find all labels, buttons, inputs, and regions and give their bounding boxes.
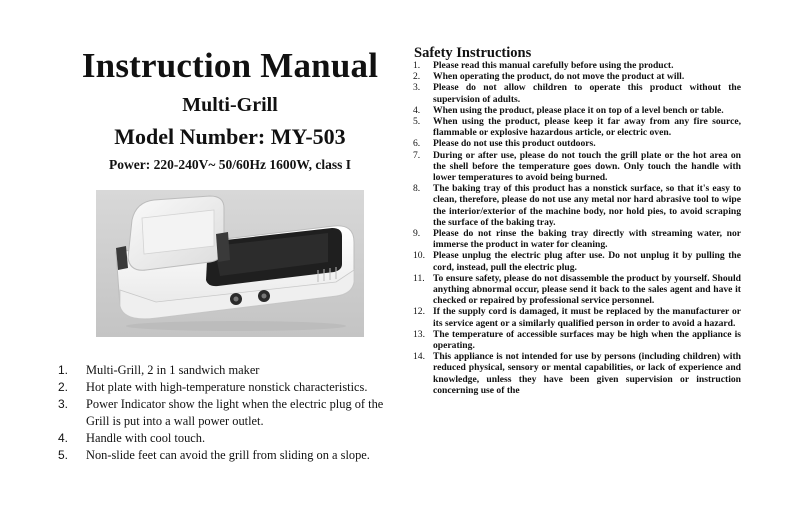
feature-text: Power Indicator show the light when the electric plug of the Grill is put into a wall power outlet.: [86, 397, 384, 428]
safety-text: To ensure safety, please do not disassemble the product by yourself. Should anything abnormal occur, please send it back to the sales agent and have it checked or repaired by professional service personnel.: [433, 272, 741, 307]
feature-number: 2.: [58, 380, 69, 394]
model-number: Model Number: MY-503: [114, 124, 346, 149]
safety-heading: Safety Instructions: [414, 45, 532, 61]
safety-item: [413, 250, 741, 272]
feature-text: Non-slide feet can avoid the grill from sliding on a slope.: [86, 448, 370, 462]
safety-text: Please read this manual carefully before using the product.: [433, 60, 674, 71]
feature-number: 1.: [58, 363, 69, 377]
feature-item: [58, 430, 404, 447]
grill-photo: [96, 190, 364, 337]
safety-item: [413, 273, 741, 307]
safety-text: When operating the product, do not move the product at will.: [433, 71, 685, 83]
feature-number: 4.: [58, 431, 69, 445]
safety-number: 4.: [413, 104, 421, 116]
safety-text: Please do not rinse the baking tray directly with streaming water, nor immerse the product in water for cleaning.: [433, 228, 741, 251]
feature-text: Multi-Grill, 2 in 1 sandwich maker: [86, 363, 260, 377]
feature-item: [58, 396, 404, 430]
safety-number: 6.: [413, 138, 421, 150]
safety-number: 7.: [413, 149, 421, 161]
safety-number: 13.: [413, 328, 425, 340]
product-subtitle: Multi-Grill: [182, 94, 278, 116]
safety-text: The baking tray of this product has a nonstick surface, so that it's easy to clean, therefore, please do not use any metal nor hard abrasive tool to wipe the interior/exterior of the machine body, nor hold pies, to avoid scraping the surface of the baking tray.: [433, 183, 741, 228]
safety-item: [413, 351, 741, 396]
safety-number: 3.: [413, 82, 421, 94]
safety-item: [413, 105, 741, 116]
feature-item: [58, 379, 404, 396]
safety-item: [413, 306, 741, 328]
right-page: [413, 0, 803, 527]
safety-number: 1.: [413, 60, 421, 71]
safety-text: If the supply cord is damaged, it must be replaced by the manufacturer or its service agent or a similarly qualified person in order to avoid a hazard.: [433, 306, 741, 329]
feature-item: [58, 362, 404, 379]
safety-number: 5.: [413, 116, 421, 128]
safety-number: 10.: [413, 250, 425, 262]
feature-text: Handle with cool touch.: [86, 431, 206, 445]
feature-item: [58, 447, 404, 464]
safety-text: The temperature of accessible surfaces may be high when the appliance is operating.: [433, 328, 741, 352]
safety-item: [413, 116, 741, 138]
safety-text: When using the product, please place it on top of a level bench or table.: [433, 104, 724, 116]
safety-number: 2.: [413, 71, 421, 83]
feature-text: Hot plate with high-temperature nonstick characteristics.: [86, 380, 368, 394]
safety-number: 11.: [413, 272, 425, 284]
safety-item: [413, 71, 741, 82]
feature-list: [58, 362, 404, 464]
safety-item: [413, 150, 741, 184]
safety-number: 8.: [413, 183, 421, 195]
power-spec: Power: 220-240V~ 50/60Hz 1600W, class I: [109, 157, 351, 172]
safety-item: [413, 82, 741, 104]
safety-number: 9.: [413, 228, 421, 240]
safety-text: Please unplug the electric plug after use. Do not unplug it by pulling the cord, instead, pull the electric plug.: [433, 250, 741, 273]
safety-text: Please do not use this product outdoors.: [433, 138, 596, 150]
safety-list: [413, 60, 741, 396]
safety-item: [413, 183, 741, 228]
safety-item: [413, 138, 741, 149]
manual-title: Instruction Manual: [81, 46, 379, 85]
safety-text: When using the product, please keep it far away from any fire source, flammable or explosive hazardous article, or electric oven.: [433, 116, 741, 139]
safety-number: 14.: [413, 351, 425, 363]
feature-number: 5.: [58, 448, 69, 462]
feature-number: 3.: [58, 397, 69, 411]
grill-illustration: [96, 190, 364, 337]
safety-item: [413, 60, 741, 71]
safety-text: This appliance is not intended for use by persons (including children) with reduced physical, sensory or mental capabilities, or lack of experience and knowledge, unless they have been given supervision or instruction concerning use of the: [433, 351, 741, 396]
safety-item: [413, 228, 741, 250]
safety-number: 12.: [413, 306, 425, 318]
safety-text: During or after use, please do not touch the grill plate or the hot area on the shell before the temperature goes down. Only touch the handle with lower temperatures to avoid being burned.: [433, 149, 741, 184]
safety-item: [413, 329, 741, 351]
safety-text: Please do not allow children to operate this product without the supervision of adults.: [433, 82, 741, 105]
